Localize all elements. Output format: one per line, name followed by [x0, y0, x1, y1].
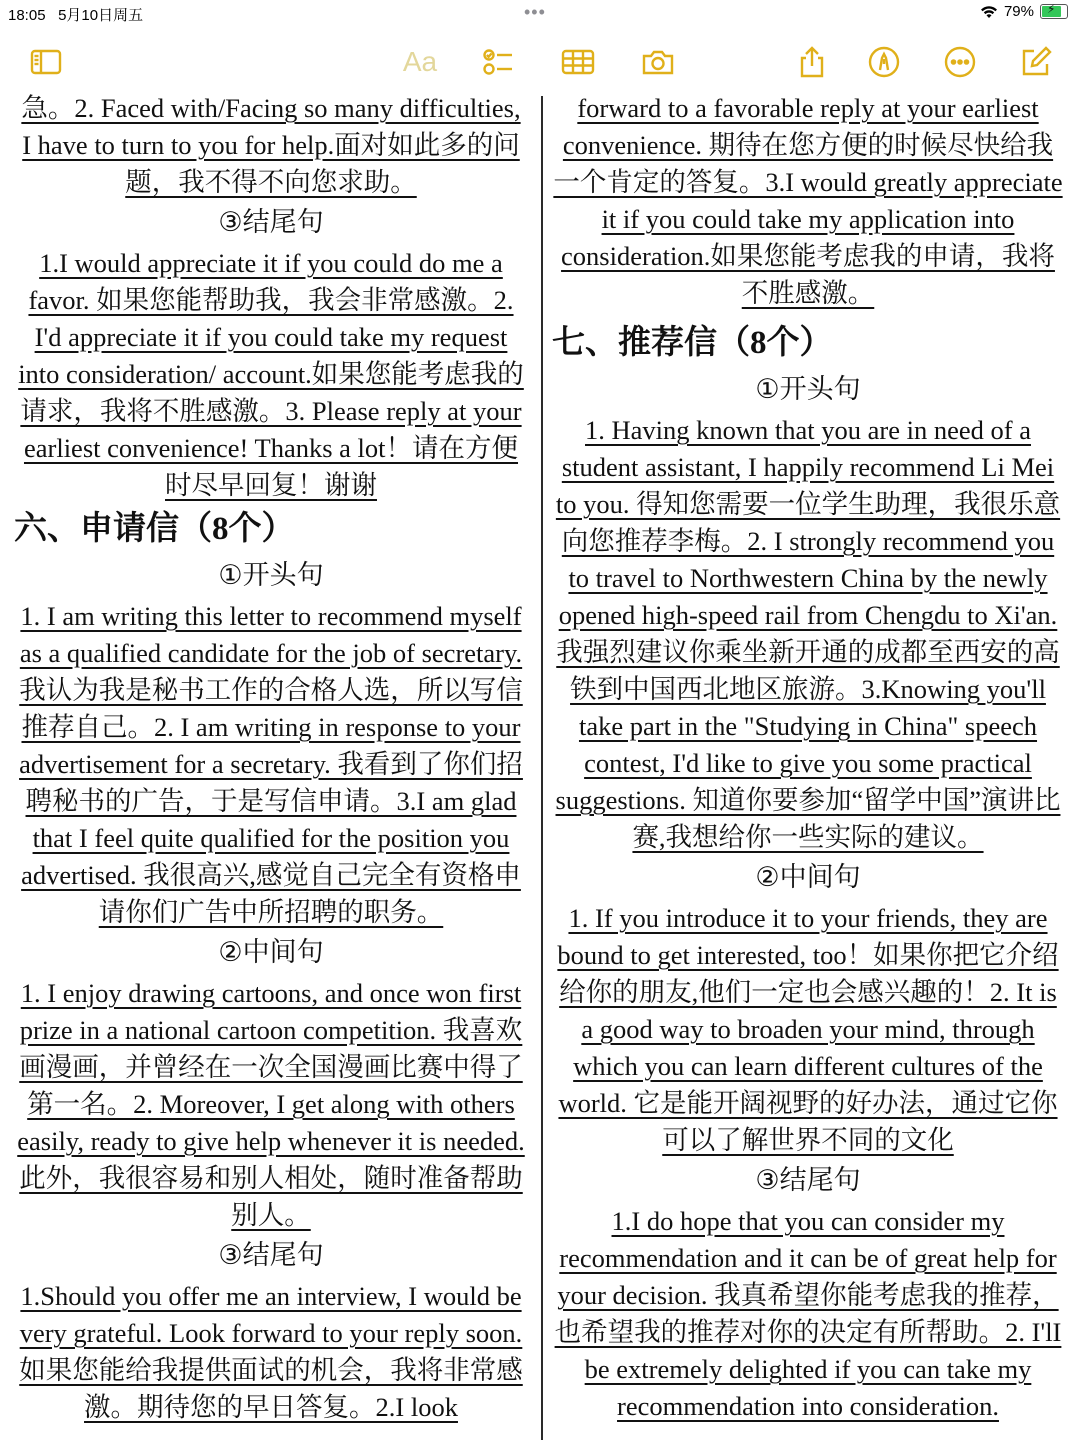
subheading-ending: ③结尾句: [218, 207, 324, 238]
notes-toolbar: [0, 36, 1080, 86]
subheading-ending: ③结尾句: [218, 1240, 324, 1271]
markup-pen-icon: [867, 45, 901, 79]
paragraph: [14, 975, 528, 1234]
paragraph: [14, 1278, 528, 1426]
battery-icon: [1040, 4, 1068, 19]
battery-percent: 79%: [1003, 3, 1034, 20]
paragraph: [14, 245, 528, 504]
text-format-button[interactable]: Aa: [402, 46, 438, 77]
note-text: 1. If you introduce it to your friends, they are bound to get interested, too！如果你把它介绍给你的朋友,他们一定也会感兴趣的！2. It is a good way to broaden your mind, through which you can learn different cultures of the world. 它是能开阔视野的好办法，通过它你可以了解世界不同的文化: [557, 903, 1059, 1155]
paragraph: [552, 412, 1064, 856]
subheading-opening: ①开头句: [755, 374, 861, 405]
status-right: [980, 3, 1068, 20]
table-button[interactable]: [558, 42, 598, 82]
note-text: 1.I would appreciate it if you could do me a favor. 如果您能帮助我，我会非常感激。2. I'd appreciate it if you could take my request into consideration/ account.如果您能考虑我的请求，我将不胜感激。3. Please reply at your earliest convenience! Thanks a lot！请在方便时尽早回复！谢谢: [18, 248, 524, 500]
multitasking-dots-icon[interactable]: •••: [524, 2, 546, 22]
note-text: 急。2. Faced with/Facing so many difficulties, I have to turn to you for help.面对如此多的问题，我不得不向您求助。: [21, 93, 521, 197]
paragraph: [552, 90, 1064, 312]
charging-bolt-icon: ⚡: [1047, 2, 1056, 16]
table-icon: [561, 45, 595, 79]
subheading-middle: ②中间句: [218, 937, 324, 968]
note-text: 1.Should you offer me an interview, I would be very grateful. Look forward to your reply soon. 如果您能给我提供面试的机会，我将非常感激。期待您的早日答复。2.I look: [19, 1281, 523, 1422]
paragraph: [14, 90, 528, 201]
compose-icon: [1019, 45, 1053, 79]
paragraph: [552, 1203, 1064, 1425]
checklist-button[interactable]: [478, 42, 518, 82]
sidebar-button[interactable]: [26, 42, 66, 82]
paragraph: [14, 598, 528, 931]
more-icon: [943, 45, 977, 79]
status-date: 5月10日周五: [58, 7, 144, 24]
note-text: 1. I enjoy drawing cartoons, and once won first prize in a national cartoon competition. 我喜欢画漫画，并曾经在一次全国漫画比赛中得了第一名。2. Moreover, I get along with others easily, ready to give help whenever it is needed. 此外，我很容易和别人相处，随时准备帮助别人。: [17, 978, 525, 1230]
note-text: 1. I am writing this letter to recommend myself as a qualified candidate for the job of secretary. 我认为我是秘书工作的合格人选，所以写信推荐自己。2. I am writing in response to your advertisement for a secretary. 我看到了你们招聘秘书的广告，于是写信申请。3.I am glad that I feel quite qualified for the position you advertised. 我很高兴,感觉自己完全有资格申请你们广告中所招聘的职务。: [19, 601, 523, 927]
subheading-opening: ①开头句: [218, 560, 324, 591]
share-icon: [795, 45, 829, 79]
paragraph: [552, 900, 1064, 1159]
column-divider: [541, 96, 543, 1440]
note-text: 1. Having known that you are in need of a student assistant, I happily recommend Li Mei to you. 得知您需要一位学生助理，我很乐意向您推荐李梅。2. I strongly recommend you to travel to Northwestern China by the newly opened high-speed rail from Chengdu to Xi'an.我强烈建议你乘坐新开通的成都至西安的高铁到中国西北地区旅游。3.Knowing you'll take part in the "Studying in China" speech contest, I'd like to give you some practical suggestions. 知道你要参加“留学中国”演讲比赛,我想给你一些实际的建议。: [555, 415, 1061, 852]
markup-button[interactable]: [864, 42, 904, 82]
camera-button[interactable]: [638, 42, 678, 82]
clock-time: 18:05: [8, 7, 46, 24]
checklist-icon: [481, 45, 515, 79]
status-time: [8, 4, 143, 25]
subheading-ending: ③结尾句: [755, 1165, 861, 1196]
wifi-icon: [980, 5, 998, 19]
section-heading-application-letter: 六、申请信（8个）: [14, 511, 295, 547]
share-button[interactable]: [792, 42, 832, 82]
camera-icon: [641, 45, 675, 79]
compose-button[interactable]: [1016, 42, 1056, 82]
section-heading-recommendation-letter: 七、推荐信（8个）: [552, 325, 833, 361]
subheading-middle: ②中间句: [755, 862, 861, 893]
status-bar: [0, 0, 1080, 28]
sidebar-icon: [29, 45, 63, 79]
note-text: 1.I do hope that you can consider my recommendation and it can be of great help for your decision. 我真希望你能考虑我的推荐，也希望我的推荐对你的决定有所帮助。2. I'lI be extremely delighted if you can take my recommendation into consideration.: [554, 1206, 1062, 1421]
note-column-right[interactable]: [552, 90, 1064, 1440]
note-text: forward to a favorable reply at your earliest convenience. 期待在您方便的时候尽快给我一个肯定的答复。3.I would greatly appreciate it if you could take my application into consideration.如果您能考虑我的申请，我将不胜感激。: [553, 93, 1063, 308]
more-button[interactable]: [940, 42, 980, 82]
note-column-left[interactable]: [14, 90, 528, 1440]
